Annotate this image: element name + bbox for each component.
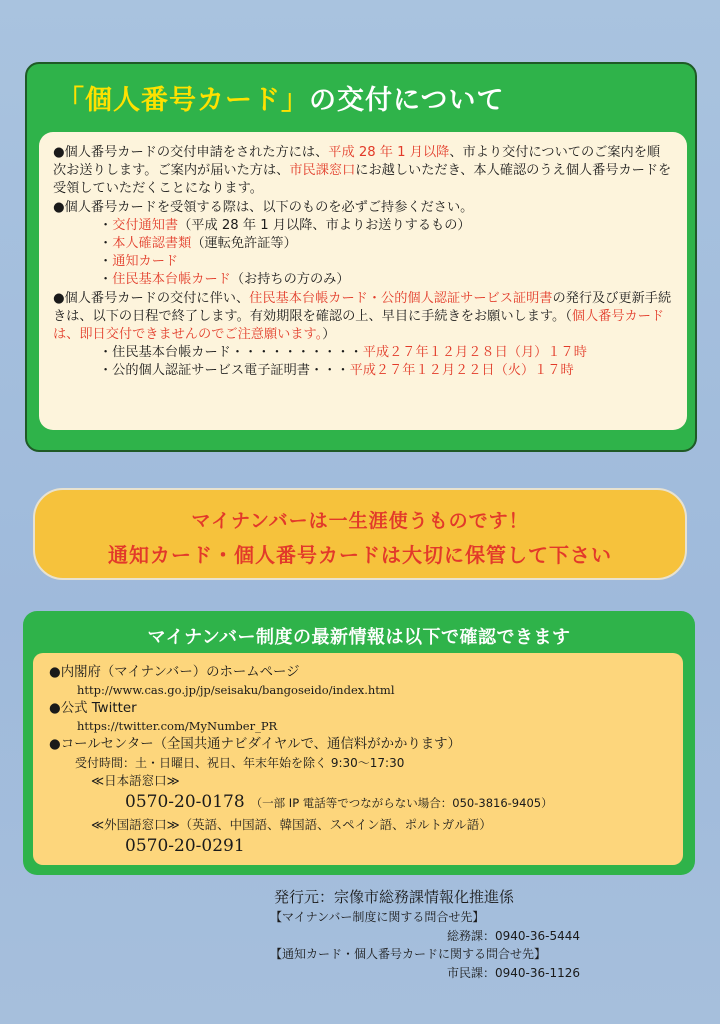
foreign-phone-row xyxy=(49,834,667,860)
required-item xyxy=(53,235,673,253)
japanese-phone-number[interactable]: 0570-20-0178 xyxy=(125,792,245,812)
homepage-link[interactable]: http://www.cas.go.jp/jp/seisaku/bangoseido/index.html xyxy=(77,683,395,697)
highlight-date: 平成 28 年 1 月以降 xyxy=(328,145,450,160)
item-name: 通知カード xyxy=(112,254,179,270)
required-items-paragraph xyxy=(53,199,673,217)
required-item xyxy=(53,271,673,289)
card-issuance-panel xyxy=(25,62,697,452)
title-highlight: 個人番号カード xyxy=(85,85,281,116)
dot: ・ xyxy=(99,236,113,252)
japanese-window-label: ≪日本語窓口≫ xyxy=(91,773,180,788)
latest-info-panel xyxy=(23,611,695,875)
deadline-label: ・住民基本台帳カード・・・・・・・・・・ xyxy=(99,345,363,361)
banner-line-1: マイナンバーは一生涯使うものです！ xyxy=(191,510,529,532)
twitter-link[interactable]: https://twitter.com/MyNumber_PR xyxy=(77,719,278,733)
foreign-phone-number[interactable]: 0570-20-0291 xyxy=(125,836,245,856)
text: 個人番号カードの交付に伴い、 xyxy=(64,290,250,306)
bullet: ● xyxy=(49,665,61,680)
bullet: ● xyxy=(53,145,65,160)
latest-info-title: マイナンバー制度の最新情報は以下で確認できます xyxy=(147,627,571,648)
deadline-row xyxy=(53,362,673,380)
card-issuance-body xyxy=(39,132,687,430)
call-center-hours: 受付時間：土・日曜日、祝日、年末年始を除く 9:30～17:30 xyxy=(75,756,405,770)
publisher: 発行元：宗像市総務課情報化推進係 xyxy=(274,888,515,906)
bullet: ● xyxy=(49,701,61,716)
highlight-warning: 個人番号カードは、即日交付できませんのでご注意願います。 xyxy=(53,308,665,343)
foreign-window-label: ≪外国語窓口≫（英語、中国語、韓国語、スペイン語、ポルトガル語） xyxy=(91,817,492,832)
notice-banner xyxy=(33,488,687,580)
required-item xyxy=(53,217,673,235)
item-name: 交付通知書 xyxy=(112,217,179,233)
contact-2-label: 【通知カード・個人番号カードに関する問合せ先】 xyxy=(270,947,547,961)
text: ） xyxy=(322,327,336,343)
bullet: ● xyxy=(53,290,65,306)
dot: ・ xyxy=(99,254,113,270)
item-note: （運転免許証等） xyxy=(191,236,297,252)
dot: ・ xyxy=(99,217,113,233)
item-note: （平成 28 年 1 月以降、市よりお送りするもの） xyxy=(178,217,471,233)
bullet: ● xyxy=(49,737,61,752)
text: の発行及び更新手続きは、以下の日程で終了します。有効期限を確認の上、早目に手続きをお願いします。（ xyxy=(53,290,672,324)
item-note: （お持ちの方のみ） xyxy=(230,272,350,288)
deadline-date: 平成２７年１２月２８日（月）１７時 xyxy=(362,345,587,361)
issuance-paragraph xyxy=(53,144,673,199)
title-bracket-close: 」 xyxy=(281,85,309,116)
contact-2-value: 市民課：0940-36-1126 xyxy=(446,965,580,980)
text: にお越しいただき、本人確認のうえ個人番号カードを受領していただくことになります。 xyxy=(53,163,672,197)
card-issuance-title xyxy=(57,78,504,117)
info-label: コールセンター（全国共通ナビダイヤルで、通信料がかかります） xyxy=(60,737,461,752)
title-rest: の交付について xyxy=(309,85,505,116)
latest-info-body xyxy=(33,653,683,865)
contact-1-value: 総務課：0940-36-5444 xyxy=(446,928,580,943)
deadline-row xyxy=(53,344,673,362)
info-item-call-center xyxy=(49,735,667,754)
info-label: 内閣府（マイナンバー）のホームページ xyxy=(60,665,300,680)
footer xyxy=(270,886,600,982)
required-item xyxy=(53,253,673,271)
highlight-services: 住民基本台帳カード・公的個人認証サービス証明書 xyxy=(249,290,553,306)
item-name: 住民基本台帳カード xyxy=(112,272,231,288)
info-item-twitter xyxy=(49,699,667,718)
japanese-phone-note: （一部 IP 電話等でつながらない場合：050-3816-9405） xyxy=(250,796,553,810)
deadline-label: ・公的個人認証サービス電子証明書・・・ xyxy=(99,363,350,379)
text: 、市より交付についてのご案内を順次お送りします。ご案内が届いた方は、 xyxy=(53,145,661,179)
title-bracket-open: 「 xyxy=(57,85,85,116)
japanese-phone-row xyxy=(49,790,667,816)
termination-paragraph xyxy=(53,290,673,345)
deadline-date: 平成２７年１２月２２日（火）１７時 xyxy=(349,363,574,379)
contact-1-label: 【マイナンバー制度に関する問合せ先】 xyxy=(270,910,485,924)
banner-line-2: 通知カード・個人番号カードは大切に保管して下さい xyxy=(108,543,612,567)
text: 個人番号カードを受領する際は、以下のものを必ずご持参ください。 xyxy=(64,199,474,215)
bullet: ● xyxy=(53,199,65,215)
dot: ・ xyxy=(99,272,113,288)
item-name: 本人確認書類 xyxy=(112,236,192,252)
info-item-homepage xyxy=(49,663,667,682)
text: 個人番号カードの交付申請をされた方には、 xyxy=(64,145,329,160)
info-label: 公式 Twitter xyxy=(60,701,137,716)
highlight-counter: 市民課窓口 xyxy=(289,163,356,179)
